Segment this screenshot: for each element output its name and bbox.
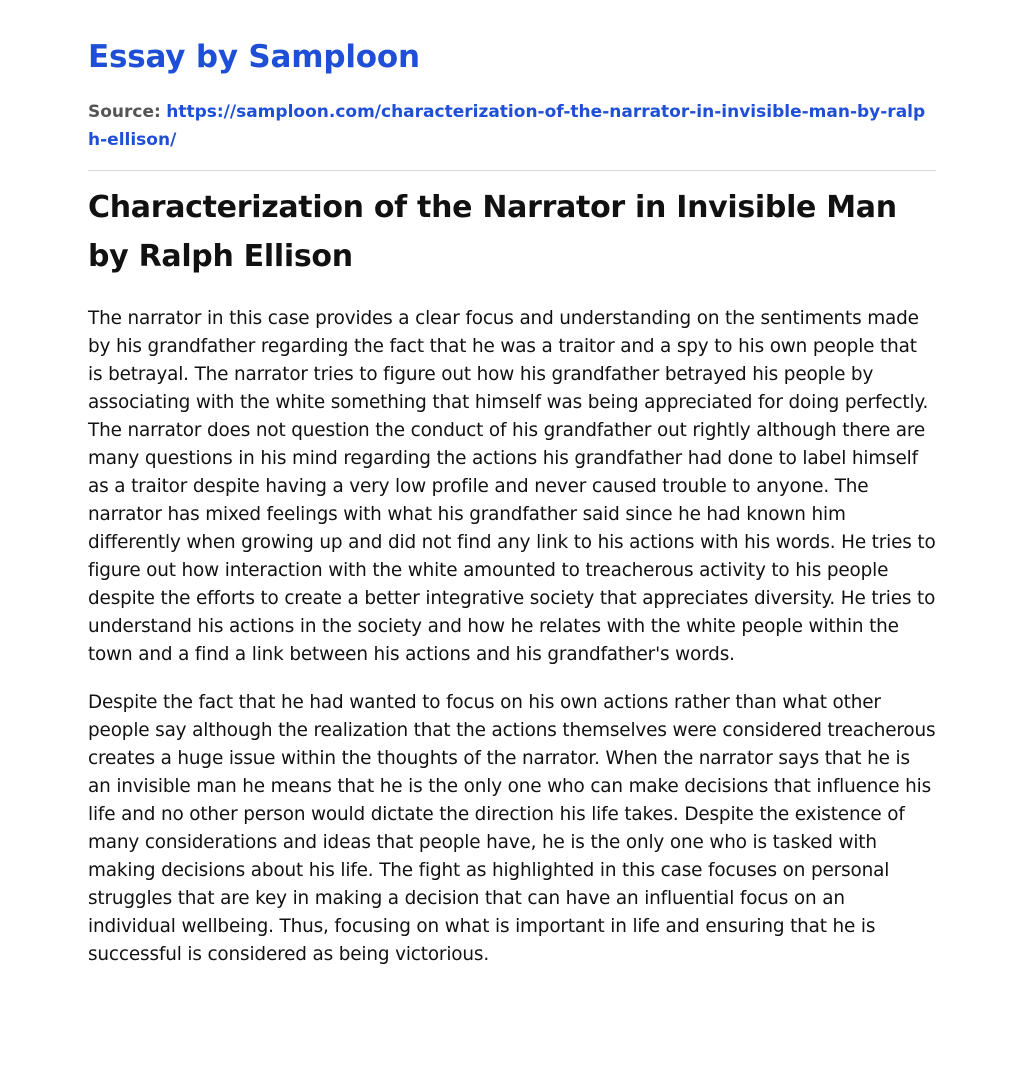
essay-paragraph: Despite the fact that he had wanted to focus on his own actions rather than what other people say although the realization that the actions themselves were considered treacherous creates a huge issue within the thoughts of the narrator. When the narrator says that he is an invisible man he means that he is the only one who can make decisions that influence his life and no other person would dictate the direction his life takes. Despite the existence of many considerations and ideas that people have, he is the only one who is tasked with making decisions about his life. The fight as highlighted in this case focuses on personal struggles that are key in making a decision that can have an influential focus on an individual wellbeing. Thus, focusing on what is important in life and ensuring that he is successful is considered as being victorious. <box>88 692 936 965</box>
essay-title: Characterization of the Narrator in Invisible Man by Ralph Ellison <box>88 190 897 274</box>
brand-title: Essay by Samploon <box>88 39 420 75</box>
header-divider <box>88 170 936 171</box>
source-label: Source: <box>88 102 161 122</box>
essay-paragraph: The narrator in this case provides a clear focus and understanding on the sentiments made by his grandfather regarding the fact that he was a traitor and a spy to his own people that is betrayal. The narrator tries to figure out how his grandfather betrayed his people by associating with the white something that himself was being appreciated for doing perfectly. The narrator does not question the conduct of his grandfather out rightly although there are many questions in his mind regarding the actions his grandfather had done to label himself as a traitor despite having a very low profile and never caused trouble to anyone. The narrator has mixed feelings with what his grandfather said since he had known him differently when growing up and did not find any link to his actions with his words. He tries to figure out how interaction with the white amounted to treacherous activity to his people despite the efforts to create a better integrative society that appreciates diversity. He tries to understand his actions in the society and how he relates with the white people within the town and a find a link between his actions and his grandfather's words. <box>88 308 936 665</box>
source-link[interactable]: https://samploon.com/characterization-of-the-narrator-in-invisible-man-by-ralph-ellison/ <box>88 102 926 150</box>
essay-body <box>88 305 936 969</box>
source-line <box>88 98 936 154</box>
